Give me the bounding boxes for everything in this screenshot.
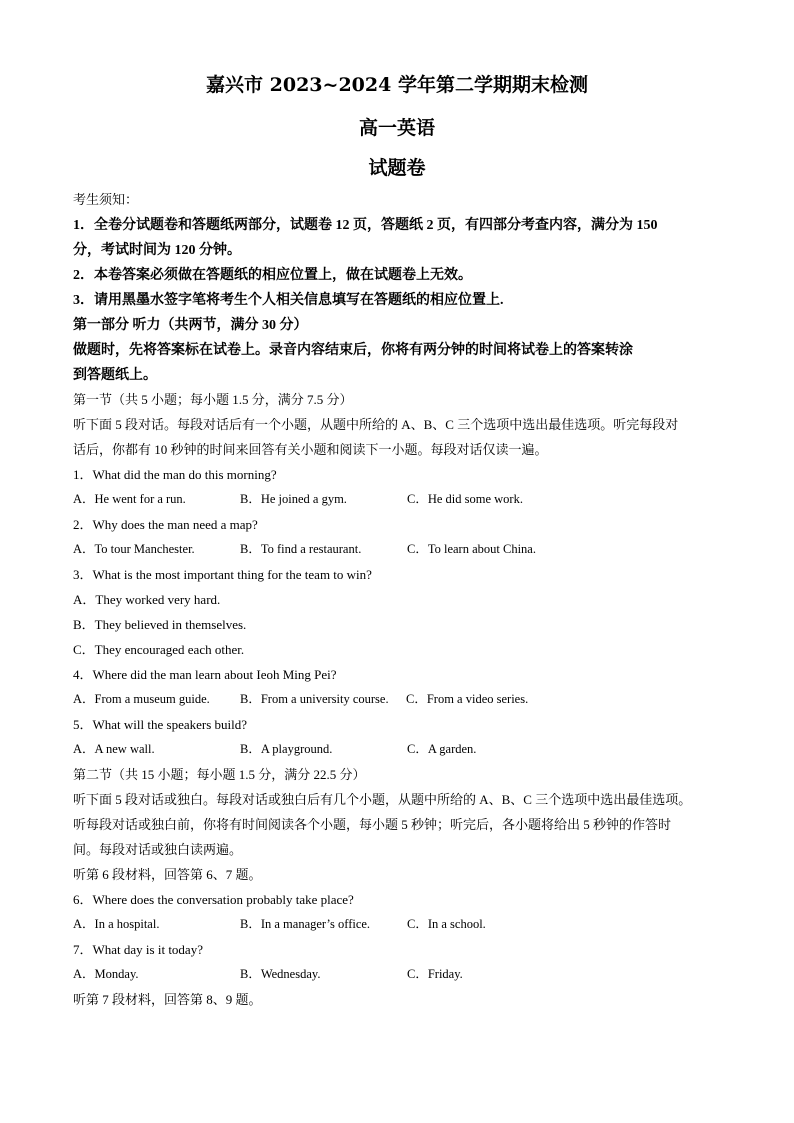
section1-heading: 第一节（共 5 小题；每小题 1.5 分，满分 7.5 分） [73,392,353,407]
option-c: C．From a video series. [406,692,529,706]
notice-item-1-cont: 分，考试时间为 120 分钟。 [73,243,241,258]
section2-heading: 第二节（共 15 小题；每小题 1.5 分，满分 22.5 分） [73,767,366,782]
option-c: C．Friday. [407,967,463,981]
question-5-stem: 5．What will the speakers build? [73,717,248,732]
exam-title: 嘉兴市 2023~2024 学年第二学期期末检测 [206,74,588,96]
question-4-stem: 4．Where did the man learn about Ieoh Ming Pei? [73,667,337,682]
question-3-stem: 3．What is the most important thing for the team to win? [73,567,372,582]
paper-label: 试题卷 [368,157,426,179]
option-a: A．Monday. [73,967,139,981]
option-a: A．To tour Manchester. [73,542,195,556]
exam-subtitle: 高一英语 [358,117,435,139]
material-6-label: 听第 6 段材料，回答第 6、7 题。 [73,867,262,882]
option-a: A．In a hospital. [73,917,160,931]
part1-instruction-2: 到答题纸上。 [73,368,157,383]
section1-instruction-2: 话后，你都有 10 秒钟的时间来回答有关小题和阅读下一小题。每段对话仅读一遍。 [73,442,548,457]
section2-instruction-1: 听下面 5 段对话或独白。每段对话或独白后有几个小题，从题中所给的 A、B、C 三个选项中选出最佳选项。 [73,792,692,807]
option-b: B．He joined a gym. [240,492,347,506]
question-3-option-b: B．They believed in themselves. [73,617,247,632]
section2-instruction-3: 间。每段对话或独白读两遍。 [73,842,243,857]
material-7-label: 听第 7 段材料，回答第 8、9 题。 [73,992,262,1007]
question-1-stem: 1．What did the man do this morning? [73,467,277,482]
notice-item-2: 2．本卷答案必须做在答题纸的相应位置上，做在试题卷上无效。 [73,268,472,283]
option-b: B．To find a restaurant. [240,542,362,556]
notice-item-1: 1．全卷分试题卷和答题纸两部分，试题卷 12 页，答题纸 2 页，有四部分考查内容，满分为 150 [73,218,658,233]
option-a: A．From a museum guide. [73,692,210,706]
option-a: A．A new wall. [73,742,155,756]
notice-item-3: 3．请用黑墨水签字笔将考生个人相关信息填写在答题纸的相应位置上. [73,293,504,308]
question-7-stem: 7．What day is it today? [73,942,203,957]
part1-instruction-1: 做题时，先将答案标在试卷上。录音内容结束后，你将有两分钟的时间将试卷上的答案转涂 [73,343,633,358]
part1-heading: 第一部分 听力（共两节，满分 30 分） [73,318,308,333]
option-a: A．He went for a run. [73,492,186,506]
section2-instruction-2: 听每段对话或独白前，你将有时间阅读各个小题，每小题 5 秒钟；听完后，各小题将给出 5 秒钟的作答时 [73,817,672,832]
option-b: B．In a manager’s office. [240,917,371,931]
section1-instruction-1: 听下面 5 段对话。每段对话后有一个小题，从题中所给的 A、B、C 三个选项中选出最佳选项。听完每段对 [73,417,679,432]
question-2-stem: 2．Why does the man need a map? [73,517,258,532]
notice-heading: 考生须知： [73,192,139,207]
option-c: C．A garden. [407,742,477,756]
question-3-option-a: A．They worked very hard. [73,592,221,607]
option-b: B．From a university course. [240,692,389,706]
option-c: C．He did some work. [407,492,523,506]
option-b: B．Wednesday. [240,967,321,981]
option-c: C．To learn about China. [407,542,536,556]
question-6-stem: 6．Where does the conversation probably take place? [73,892,354,907]
option-c: C．In a school. [407,917,486,931]
option-b: B．A playground. [240,742,333,756]
question-3-option-c: C．They encouraged each other. [73,642,245,657]
